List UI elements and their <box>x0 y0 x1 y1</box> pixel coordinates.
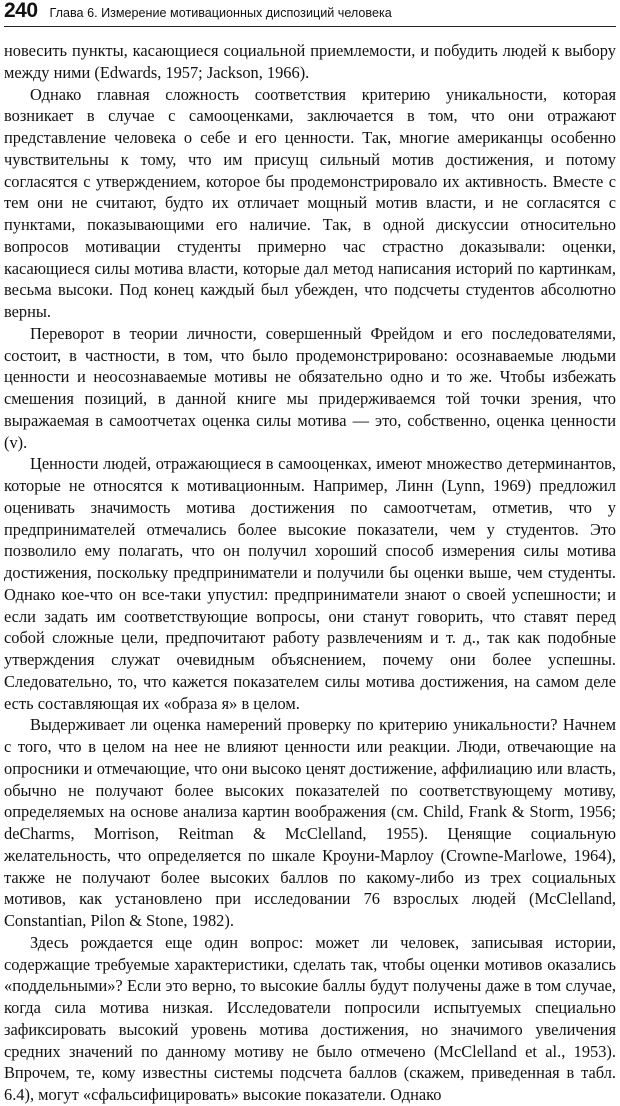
page-number: 240 <box>4 0 38 22</box>
paragraph-freud-revolution: Переворот в теории личности, совершенный Фрейдом и его последователями, состоит, в частности, в том, что было продемонстрировано: осознаваемые людьми ценности и неосознаваемые мотивы не обязательно одно и то же. Чтобы избежать смешения позиций, в данной книге мы придерживаемся той точки зрения, что выражаемая в самоотчетах оценка силы мотива — это, собственно, оценка ценности (v). <box>4 323 616 452</box>
paragraph-continuation: новесить пункты, касающиеся социальной приемлемости, и побудить людей к выбору между ними (Edwards, 1957; Jackson, 1966). <box>4 41 616 82</box>
paragraph-values-determinants: Ценности людей, отражающиеся в самооценках, имеют множество детерминантов, которые не относятся к мотивационным. Например, Линн (Lynn, 1969) предложил оценивать значимость мотива достижения по самоотчетам, отметив, что у предпринимателей отмечались более высокие показатели, чем у студентов. Это позволило ему полагать, что он получил хороший способ измерения силы мотива достижения, поскольку предприниматели и получили бы оценки выше, чем студенты. Однако кое-что он все-таки упустил: предприниматели знают о своей успешности; и если задать им соответствующие вопросы, они станут говорить, что ставят перед собой сложные цели, предпочитают работу развлечениям и т. д., так как подобные утверждения служат очевидным объяснением, почему они более успешны. Следовательно, то, что кажется показателем силы мотива достижения, на самом деле есть составляющая их «образа я» в целом. <box>4 454 616 713</box>
running-head: Глава 6. Измерение мотивационных диспозиций человека <box>49 6 392 20</box>
paragraph-intent-assessment: Выдерживает ли оценка намерений проверку по критерию уникальности? Начнем с того, что в целом на нее не влияют ценности или реакции. Люди, отвечающие на опросники и отмечающие, что они высоко ценят достижение, аффилиацию или власть, обычно не получают более высоких показателей по соответствующему мотиву, определяемых на основе анализа картин воображения (см. Child, Frank & Storm, 1956; deCharms, Morrison, Reitman & McClelland, 1955). Ценящие социальную желательность, что определяется по шкале Кроуни-Марлоу (Crowne-Marlowe, 1964), также не получают более высоких баллов по какому-либо из трех социальных мотивов, как установлено при исследовании 76 взрослых людей (McClelland, Constantian, Pilon & Stone, 1982). <box>4 715 616 930</box>
body-text <box>4 40 616 1106</box>
paragraph-faking-question: Здесь рождается еще один вопрос: может ли человек, записывая истории, содержащие требуемые характеристики, сделать так, чтобы оценки мотивов оказались «поддельными»? Если это верно, то высокие баллы будут получены даже в том случае, когда сила мотива низкая. Исследователи попросили испытуемых специально зафиксировать высокий уровень мотива достижения, но значимого увеличения средних значений по данному мотиву не было отмечено (McClelland et al., 1953). Впрочем, те, кому известны системы подсчета баллов (скажем, приведенная в табл. 6.4), могут «сфальсифицировать» высокие показатели. Однако <box>4 932 616 1104</box>
paragraph-uniqueness-difficulty: Однако главная сложность соответствия критерию уникальности, которая возникает в случае с самооценками, заключается в том, что они отражают представление человека о себе и его ценности. Так, многие американцы особенно чувствительны к тому, что им присущ сильный мотив достижения, и потому согласятся с утверждением, которое бы продемонстрировало их активность. Вместе с тем они не считают, будто их отличает мощный мотив власти, и не согласятся с пунктами, показывающими его наличие. Так, в одной дискуссии относительно вопросов мотивации студенты примерно час страстно доказывали: оценки, касающиеся силы мотива власти, которые дал метод написания историй по картинкам, весьма высоки. Под конец каждый был убежден, что подсчеты студентов абсолютно верны. <box>4 84 616 321</box>
page-header <box>4 0 616 27</box>
